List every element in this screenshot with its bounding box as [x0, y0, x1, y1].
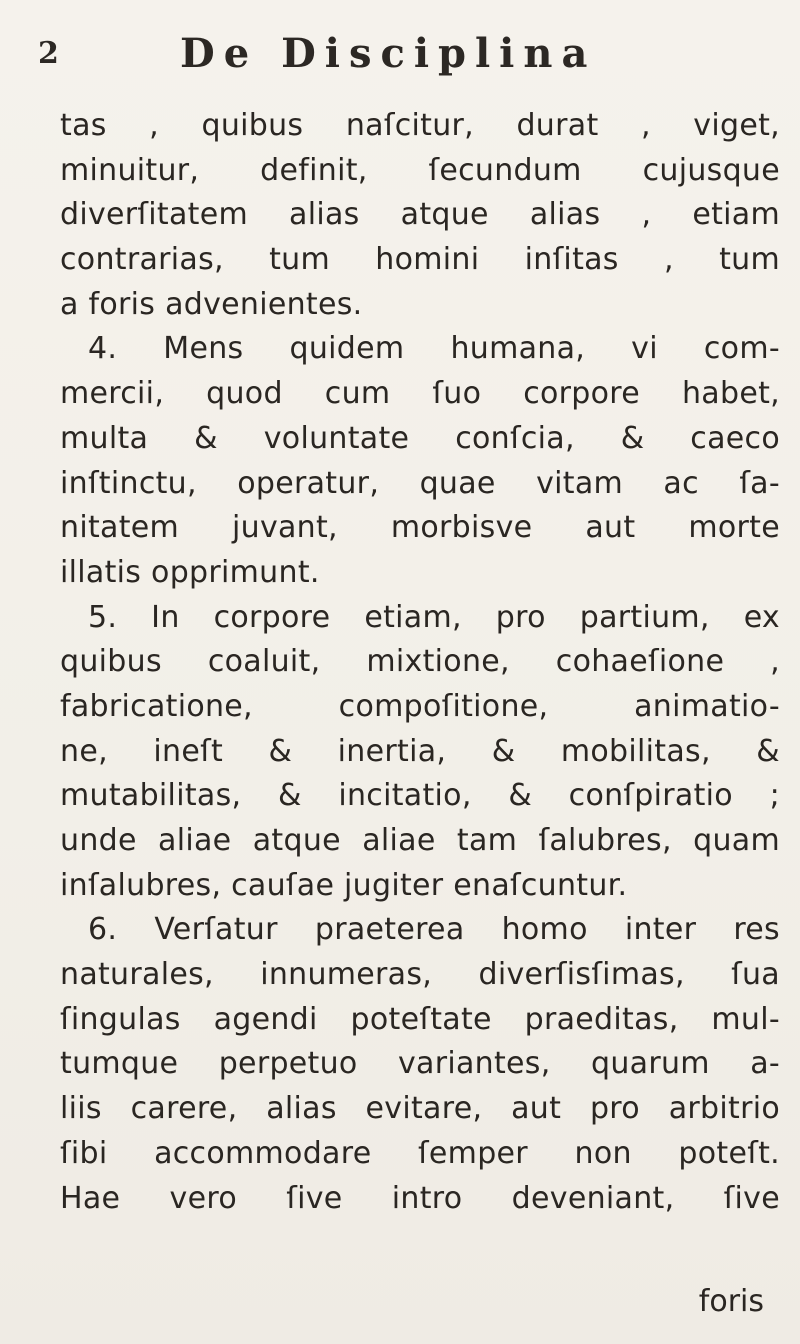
text-line: inſalubres, cauſae jugiter enaſcuntur.	[60, 867, 628, 903]
text-line: Hae vero ſive intro deveniant, ſive	[60, 1180, 780, 1216]
running-head: De Disciplina	[180, 30, 597, 77]
text-line: illatis opprimunt.	[60, 554, 320, 590]
text-line: 5. In corpore etiam, pro partium, ex	[88, 599, 780, 635]
text-line: tas , quibus naſcitur, durat , viget,	[60, 108, 780, 143]
text-line: 6. Verſatur praeterea homo inter res	[88, 912, 780, 948]
text-line: a foris advenientes.	[60, 286, 363, 322]
text-line: ſibi accommodare ſemper non poteſt.	[60, 1135, 780, 1171]
page-header	[0, 30, 800, 90]
text-line: minuitur, definit, ſecundum cujusque	[60, 152, 780, 188]
text-line: contrarias, tum homini inſitas , tum	[60, 242, 780, 278]
body-text	[60, 104, 780, 1221]
text-line: multa & voluntate conſcia, & caeco	[60, 420, 780, 456]
text-line: tumque perpetuo variantes, quarum a-	[60, 1046, 780, 1082]
text-line: mutabilitas, & incitatio, & conſpiratio ;	[60, 778, 780, 814]
text-line: fabricatione, compoſitione, animatio-	[60, 688, 780, 724]
text-line: ſingulas agendi poteſtate praeditas, mul-	[60, 1001, 780, 1037]
text-line: 4. Mens quidem humana, vi com-	[88, 331, 780, 367]
text-line: naturales, innumeras, diverſisſimas, ſua	[60, 957, 780, 993]
text-line: unde aliae atque aliae tam ſalubres, quam	[60, 823, 780, 858]
text-line: nitatem juvant, morbisve aut morte	[60, 510, 780, 546]
text-line: ne, ineſt & inertia, & mobilitas, &	[60, 733, 780, 769]
text-line: mercii, quod cum ſuo corpore habet,	[60, 376, 780, 412]
text-line: liis carere, alias evitare, aut pro arbitrio	[60, 1091, 780, 1127]
text-line: quibus coaluit, mixtione, cohaeſione ,	[60, 644, 780, 680]
text-line: diverſitatem alias atque alias , etiam	[60, 197, 780, 233]
page-number: 2	[38, 36, 59, 71]
text-line: inſtinctu, operatur, quae vitam ac ſa-	[60, 465, 780, 501]
catchword: foris	[698, 1284, 764, 1319]
